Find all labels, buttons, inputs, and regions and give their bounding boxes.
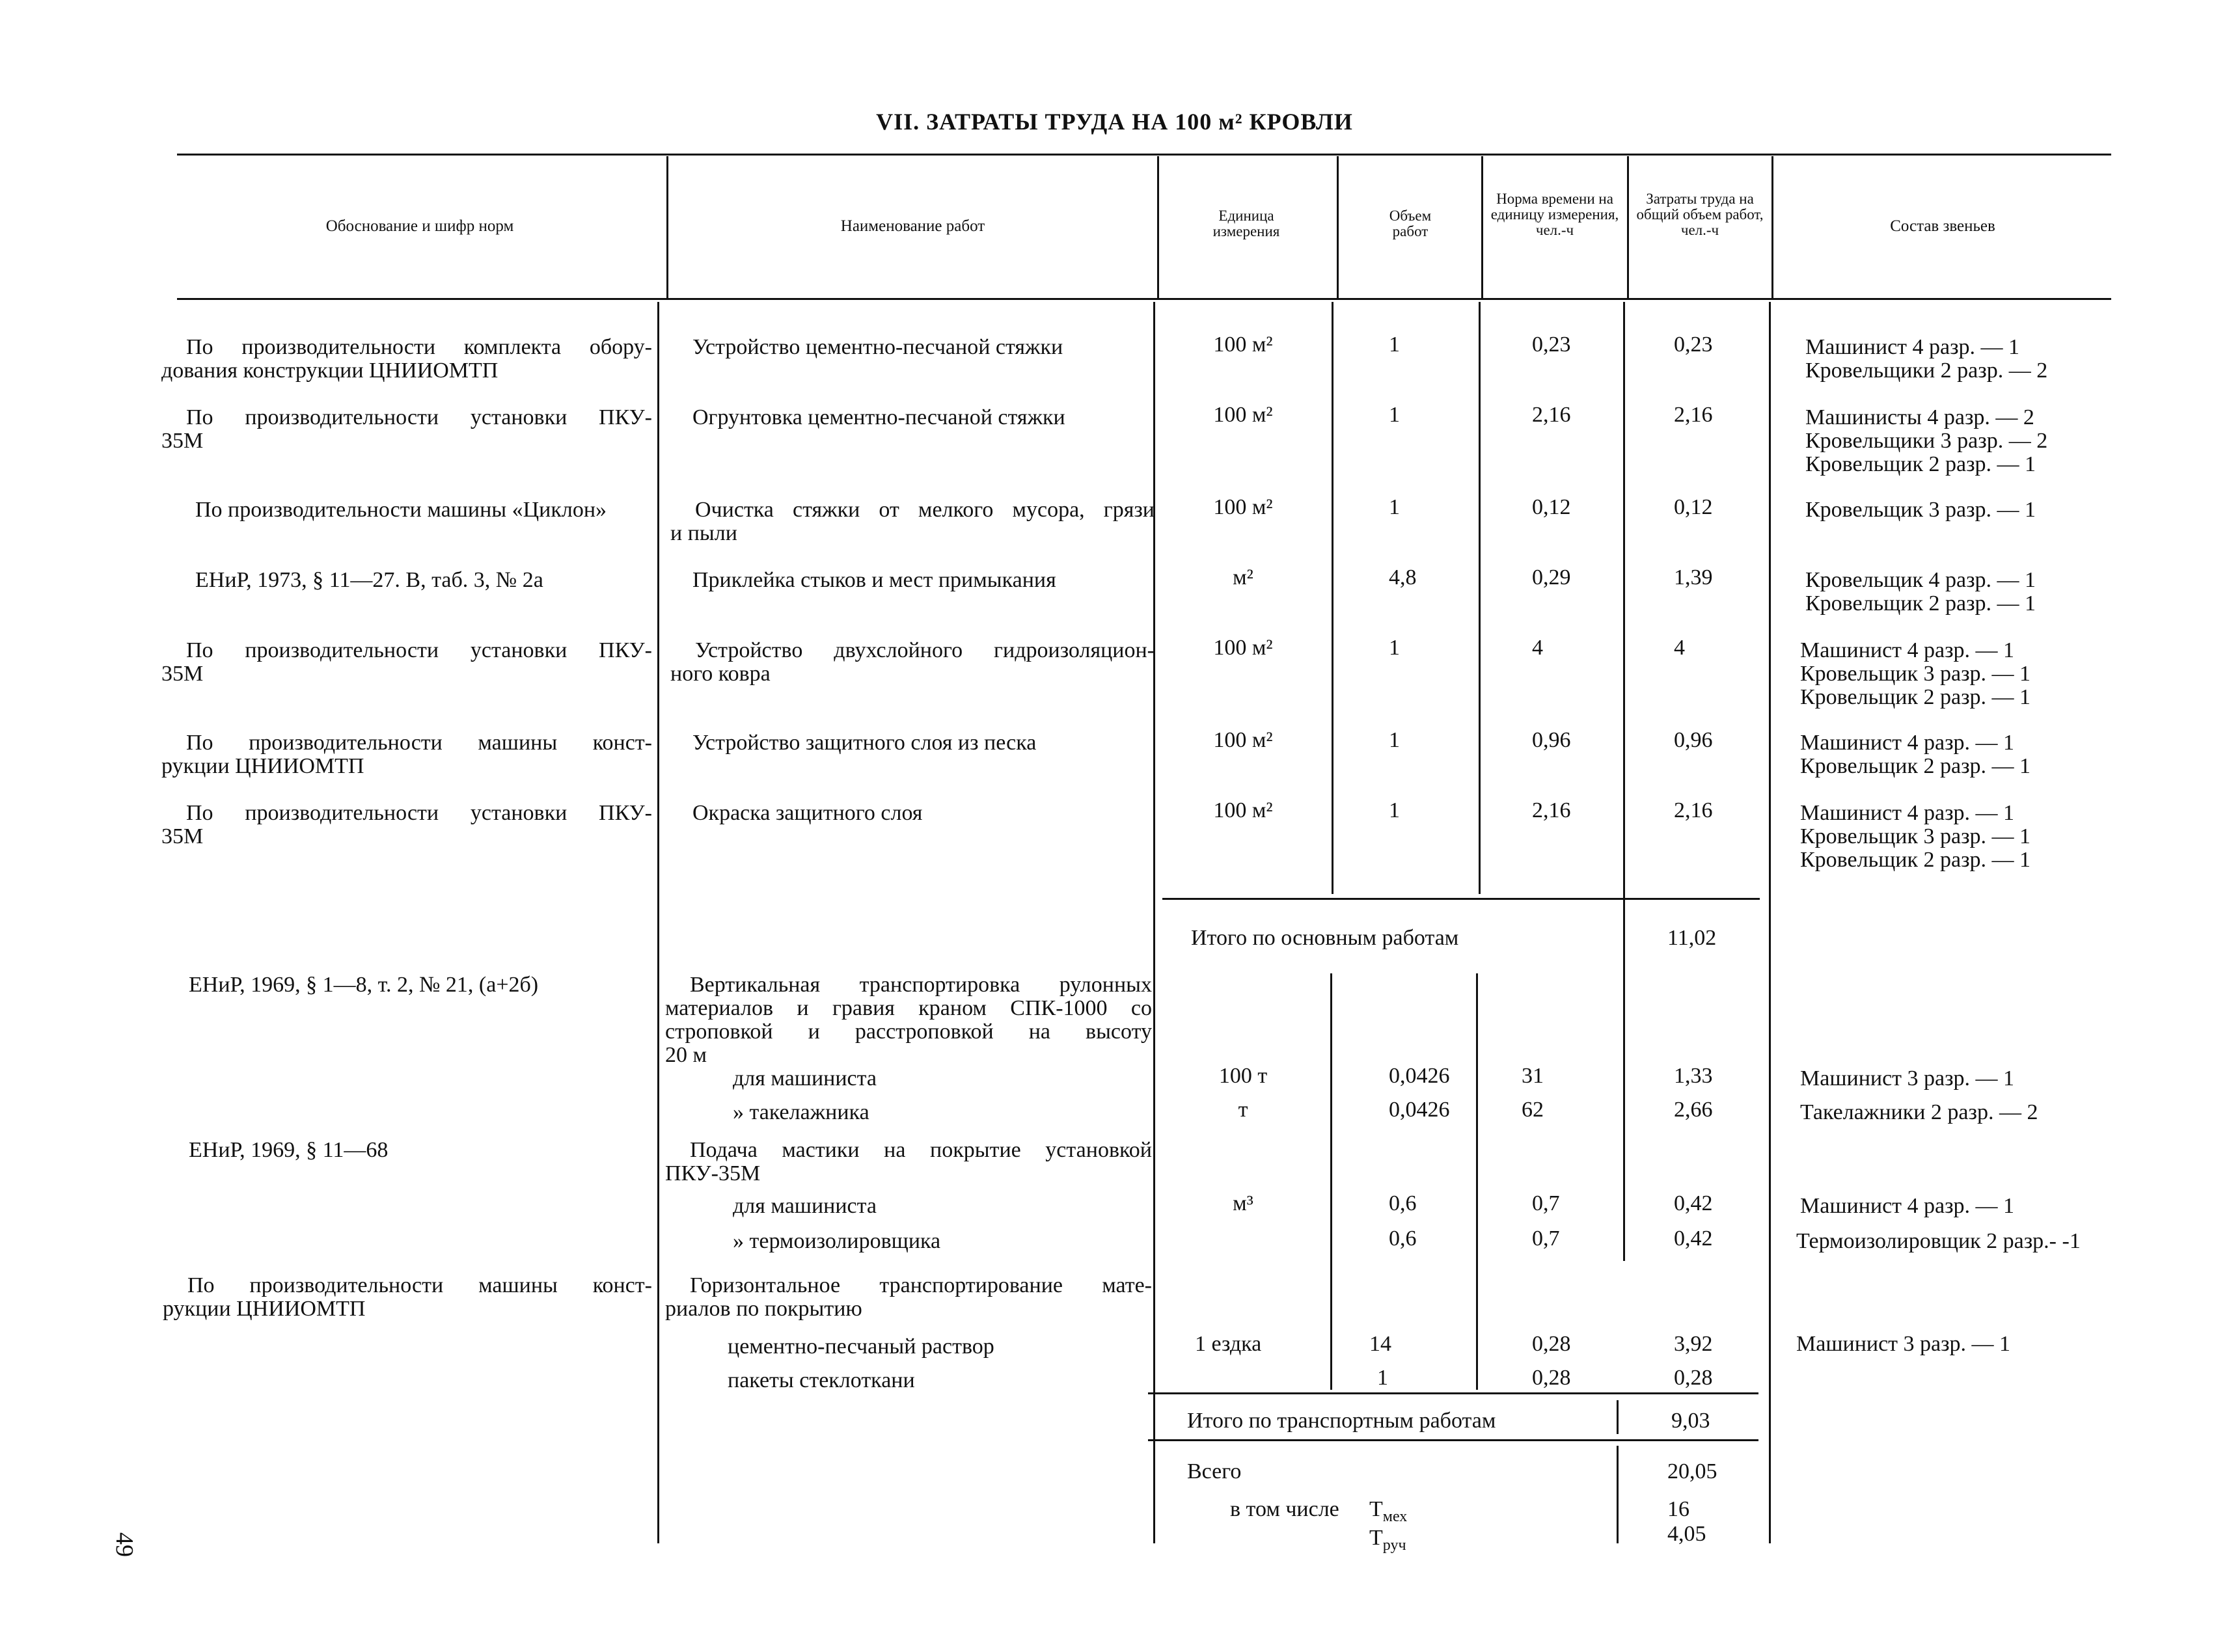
- row-0-crew-1: Машинист 4 разр. — 1: [1805, 335, 2020, 359]
- subtotal-main-label: Итого по основным работам: [1191, 926, 1459, 950]
- row-3-unit: м²: [1233, 565, 1253, 589]
- row-2-work-cont: и пыли: [670, 521, 737, 545]
- row-5-crew-2: Кровельщик 2 разр. — 1: [1800, 754, 2031, 778]
- transport-divider-volume: [1476, 973, 1478, 1390]
- row-6-unit: 100 м²: [1213, 798, 1273, 822]
- transport-0-basis: ЕНиР, 1969, § 1—8, т. 2, № 21, (а+2б): [189, 973, 539, 997]
- row-2-norm: 0,12: [1532, 495, 1571, 519]
- transport-0-work-3: строповкой и расстроповкой на высоту: [665, 1020, 1152, 1044]
- row-6-crew-3: Кровельщик 2 разр. — 1: [1800, 848, 2031, 872]
- subtotal-main-value: 11,02: [1667, 926, 1717, 950]
- row-5-volume: 1: [1389, 728, 1400, 752]
- row-6-basis-cont: 35М: [161, 824, 204, 848]
- transport-6-basis: По производительности машины конст-: [187, 1273, 652, 1297]
- row-0-basis-cont: дования конструкции ЦНИИОМТП: [161, 359, 499, 383]
- body-divider-basis: [657, 302, 659, 1543]
- transport-4-norm: 0,7: [1532, 1191, 1560, 1215]
- row-6-work: Окраска защитного слоя: [692, 801, 923, 825]
- transport-2-crew: Такелажники 2 разр. — 2: [1800, 1100, 2038, 1124]
- transport-2-work: » такелажника: [733, 1100, 869, 1124]
- row-4-basis-cont: 35М: [161, 662, 204, 686]
- total-manual-value: 4,05: [1667, 1522, 1706, 1546]
- transport-2-labor: 2,66: [1674, 1098, 1713, 1122]
- body-divider-unit: [1332, 302, 1333, 894]
- transport-7-crew: Машинист 3 разр. — 1: [1796, 1332, 2011, 1356]
- page-title: VII. ЗАТРАТЫ ТРУДА НА 100 м² КРОВЛИ: [876, 109, 1353, 135]
- row-1-unit: 100 м²: [1213, 403, 1273, 427]
- row-5-work: Устройство защитного слоя из песка: [692, 731, 1037, 755]
- total-incl-label: в том числе: [1230, 1497, 1339, 1521]
- transport-1-work: для машиниста: [733, 1066, 877, 1090]
- transport-2-volume: 0,0426: [1389, 1098, 1450, 1122]
- header-norm: Норма времени на единицу измерения, чел.-ч: [1490, 191, 1619, 238]
- transport-4-labor: 0,42: [1674, 1191, 1713, 1215]
- header-unit: Единица измерения: [1212, 208, 1280, 239]
- body-divider-work: [1153, 302, 1155, 1543]
- rule-total-top: [1148, 1439, 1758, 1441]
- row-5-norm: 0,96: [1532, 728, 1571, 752]
- transport-7-work: цементно-песчаный раствор: [728, 1334, 994, 1359]
- transport-5-work: » термоизолировщика: [733, 1229, 941, 1253]
- row-0-labor: 0,23: [1674, 332, 1713, 357]
- row-5-basis-cont: рукции ЦНИИОМТП: [161, 754, 364, 778]
- header-divider-1: [666, 156, 668, 298]
- header-divider-5: [1627, 156, 1629, 298]
- header-divider-6: [1771, 156, 1773, 298]
- row-0-crew-2: Кровельщики 2 разр. — 2: [1805, 359, 2048, 383]
- transport-2-unit: т: [1238, 1098, 1248, 1122]
- body-divider-norm: [1623, 302, 1625, 1261]
- row-5-labor: 0,96: [1674, 728, 1713, 752]
- row-5-unit: 100 м²: [1213, 728, 1273, 752]
- row-4-volume: 1: [1389, 636, 1400, 660]
- transport-4-work: для машиниста: [733, 1194, 877, 1218]
- transport-6-basis-cont: рукции ЦНИИОМТП: [163, 1297, 366, 1321]
- row-3-labor: 1,39: [1674, 565, 1713, 589]
- transport-1-volume: 0,0426: [1389, 1064, 1450, 1088]
- transport-1-crew: Машинист 3 разр. — 1: [1800, 1066, 2015, 1090]
- transport-5-crew: Термоизолировщик 2 разр.- -1: [1796, 1229, 2081, 1253]
- total-label: Всего: [1187, 1459, 1242, 1483]
- row-6-basis: По производительности установки ПКУ-: [186, 801, 652, 825]
- row-6-crew-1: Машинист 4 разр. — 1: [1800, 801, 2015, 825]
- transport-7-unit: 1 ездка: [1195, 1332, 1262, 1356]
- row-3-work: Приклейка стыков и мест примыкания: [692, 568, 1056, 592]
- transport-5-labor: 0,42: [1674, 1226, 1713, 1251]
- transport-6-work-2: риалов по покрытию: [665, 1297, 862, 1321]
- total-divider: [1617, 1446, 1619, 1543]
- row-2-labor: 0,12: [1674, 495, 1713, 519]
- rule-subtotal-main: [1162, 898, 1760, 900]
- row-6-volume: 1: [1389, 798, 1400, 822]
- transport-7-labor: 3,92: [1674, 1332, 1713, 1356]
- transport-3-work-1: Подача мастики на покрытие установкой: [690, 1138, 1152, 1162]
- transport-divider-unit: [1330, 973, 1332, 1390]
- row-1-work: Огрунтовка цементно-песчаной стяжки: [692, 405, 1065, 429]
- rule-top: [177, 154, 2111, 156]
- row-6-norm: 2,16: [1532, 798, 1571, 822]
- rule-subtotal-transport-top: [1148, 1392, 1758, 1394]
- row-4-crew-2: Кровельщик 3 разр. — 1: [1800, 662, 2031, 686]
- row-1-crew-3: Кровельщик 2 разр. — 1: [1805, 452, 2036, 476]
- total-mech-label: $Т_{мех}$: [1369, 1497, 1408, 1525]
- transport-6-work-1: Горизонтальное транспортирование мате-: [690, 1273, 1152, 1297]
- row-1-labor: 2,16: [1674, 403, 1713, 427]
- header-work: Наименование работ: [840, 217, 985, 235]
- row-0-basis: По производительности комплекта обору-: [186, 335, 652, 359]
- row-3-basis: ЕНиР, 1973, § 11—27. В, таб. 3, № 2а: [195, 568, 543, 592]
- transport-1-norm: 31: [1522, 1064, 1544, 1088]
- row-2-unit: 100 м²: [1213, 495, 1273, 519]
- row-1-volume: 1: [1389, 403, 1400, 427]
- row-3-volume: 4,8: [1389, 565, 1417, 589]
- row-1-norm: 2,16: [1532, 403, 1571, 427]
- row-0-volume: 1: [1389, 332, 1400, 357]
- total-value: 20,05: [1667, 1459, 1717, 1483]
- transport-1-unit: 100 т: [1218, 1064, 1268, 1088]
- row-5-crew-1: Машинист 4 разр. — 1: [1800, 731, 2015, 755]
- page-number: 49: [111, 1532, 138, 1557]
- row-6-labor: 2,16: [1674, 798, 1713, 822]
- row-1-crew-2: Кровельщики 3 разр. — 2: [1805, 429, 2048, 453]
- header-divider-3: [1337, 156, 1339, 298]
- transport-8-norm: 0,28: [1532, 1366, 1571, 1390]
- row-2-volume: 1: [1389, 495, 1400, 519]
- transport-8-labor: 0,28: [1674, 1366, 1713, 1390]
- subtotal-transport-label: Итого по транспортным работам: [1187, 1409, 1496, 1433]
- transport-8-work: пакеты стеклоткани: [728, 1368, 915, 1392]
- total-mech-value: 16: [1667, 1497, 1689, 1521]
- transport-3-work-2: ПКУ-35М: [665, 1161, 761, 1185]
- transport-0-work-1: Вертикальная транспортировка рулонных: [690, 973, 1152, 997]
- row-1-basis-cont: 35М: [161, 429, 204, 453]
- row-2-basis: По производительности машины «Циклон»: [195, 498, 607, 522]
- header-basis: Обоснование и шифр норм: [325, 217, 514, 235]
- body-divider-labor: [1769, 302, 1771, 1543]
- transport-0-work-4: 20 м: [665, 1043, 707, 1067]
- row-0-work: Устройство цементно-песчаной стяжки: [692, 335, 1063, 359]
- transport-7-norm: 0,28: [1532, 1332, 1571, 1356]
- header-labor: Затраты труда на общий объем работ, чел.-ч: [1636, 191, 1764, 238]
- transport-3-basis: ЕНиР, 1969, § 11—68: [189, 1138, 389, 1162]
- transport-4-crew: Машинист 4 разр. — 1: [1800, 1194, 2015, 1218]
- transport-5-norm: 0,7: [1532, 1226, 1560, 1251]
- row-4-work-cont: ного ковра: [670, 662, 771, 686]
- header-divider-2: [1157, 156, 1159, 298]
- row-0-unit: 100 м²: [1213, 332, 1273, 357]
- transport-8-volume: 1: [1377, 1366, 1388, 1390]
- row-1-basis: По производительности установки ПКУ-: [186, 405, 652, 429]
- transport-0-work-2: материалов и гравия краном СПК-1000 со: [665, 996, 1152, 1020]
- transport-4-unit: м³: [1233, 1191, 1253, 1215]
- subtotal-transport-divider: [1617, 1400, 1619, 1434]
- transport-7-volume: 14: [1369, 1332, 1391, 1356]
- rule-header-bottom: [177, 298, 2111, 300]
- header-crew: Состав звеньев: [1890, 217, 1995, 235]
- header-divider-4: [1481, 156, 1483, 298]
- total-manual-label: $Т_{руч}$: [1369, 1526, 1406, 1554]
- transport-1-labor: 1,33: [1674, 1064, 1713, 1088]
- body-divider-volume: [1479, 302, 1481, 894]
- row-4-crew-1: Машинист 4 разр. — 1: [1800, 638, 2015, 662]
- row-4-labor: 4: [1674, 636, 1685, 660]
- header-volume: Объем работ: [1389, 208, 1432, 239]
- transport-5-volume: 0,6: [1389, 1226, 1417, 1251]
- row-0-norm: 0,23: [1532, 332, 1571, 357]
- row-3-crew-1: Кровельщик 4 разр. — 1: [1805, 568, 2036, 592]
- transport-4-volume: 0,6: [1389, 1191, 1417, 1215]
- row-3-norm: 0,29: [1532, 565, 1571, 589]
- row-5-basis: По производительности машины конст-: [186, 731, 652, 755]
- row-6-crew-2: Кровельщик 3 разр. — 1: [1800, 824, 2031, 848]
- subtotal-transport-value: 9,03: [1671, 1409, 1710, 1433]
- row-4-unit: 100 м²: [1213, 636, 1273, 660]
- transport-2-norm: 62: [1522, 1098, 1544, 1122]
- row-4-crew-3: Кровельщик 2 разр. — 1: [1800, 685, 2031, 709]
- row-3-crew-2: Кровельщик 2 разр. — 1: [1805, 591, 2036, 616]
- row-2-crew-1: Кровельщик 3 разр. — 1: [1805, 498, 2036, 522]
- row-2-work: Очистка стяжки от мелкого мусора, грязи: [695, 498, 1155, 522]
- row-1-crew-1: Машинисты 4 разр. — 2: [1805, 405, 2034, 429]
- row-4-basis: По производительности установки ПКУ-: [186, 638, 652, 662]
- row-4-norm: 4: [1532, 636, 1543, 660]
- row-4-work: Устройство двухслойного гидроизоляцион-: [695, 638, 1155, 662]
